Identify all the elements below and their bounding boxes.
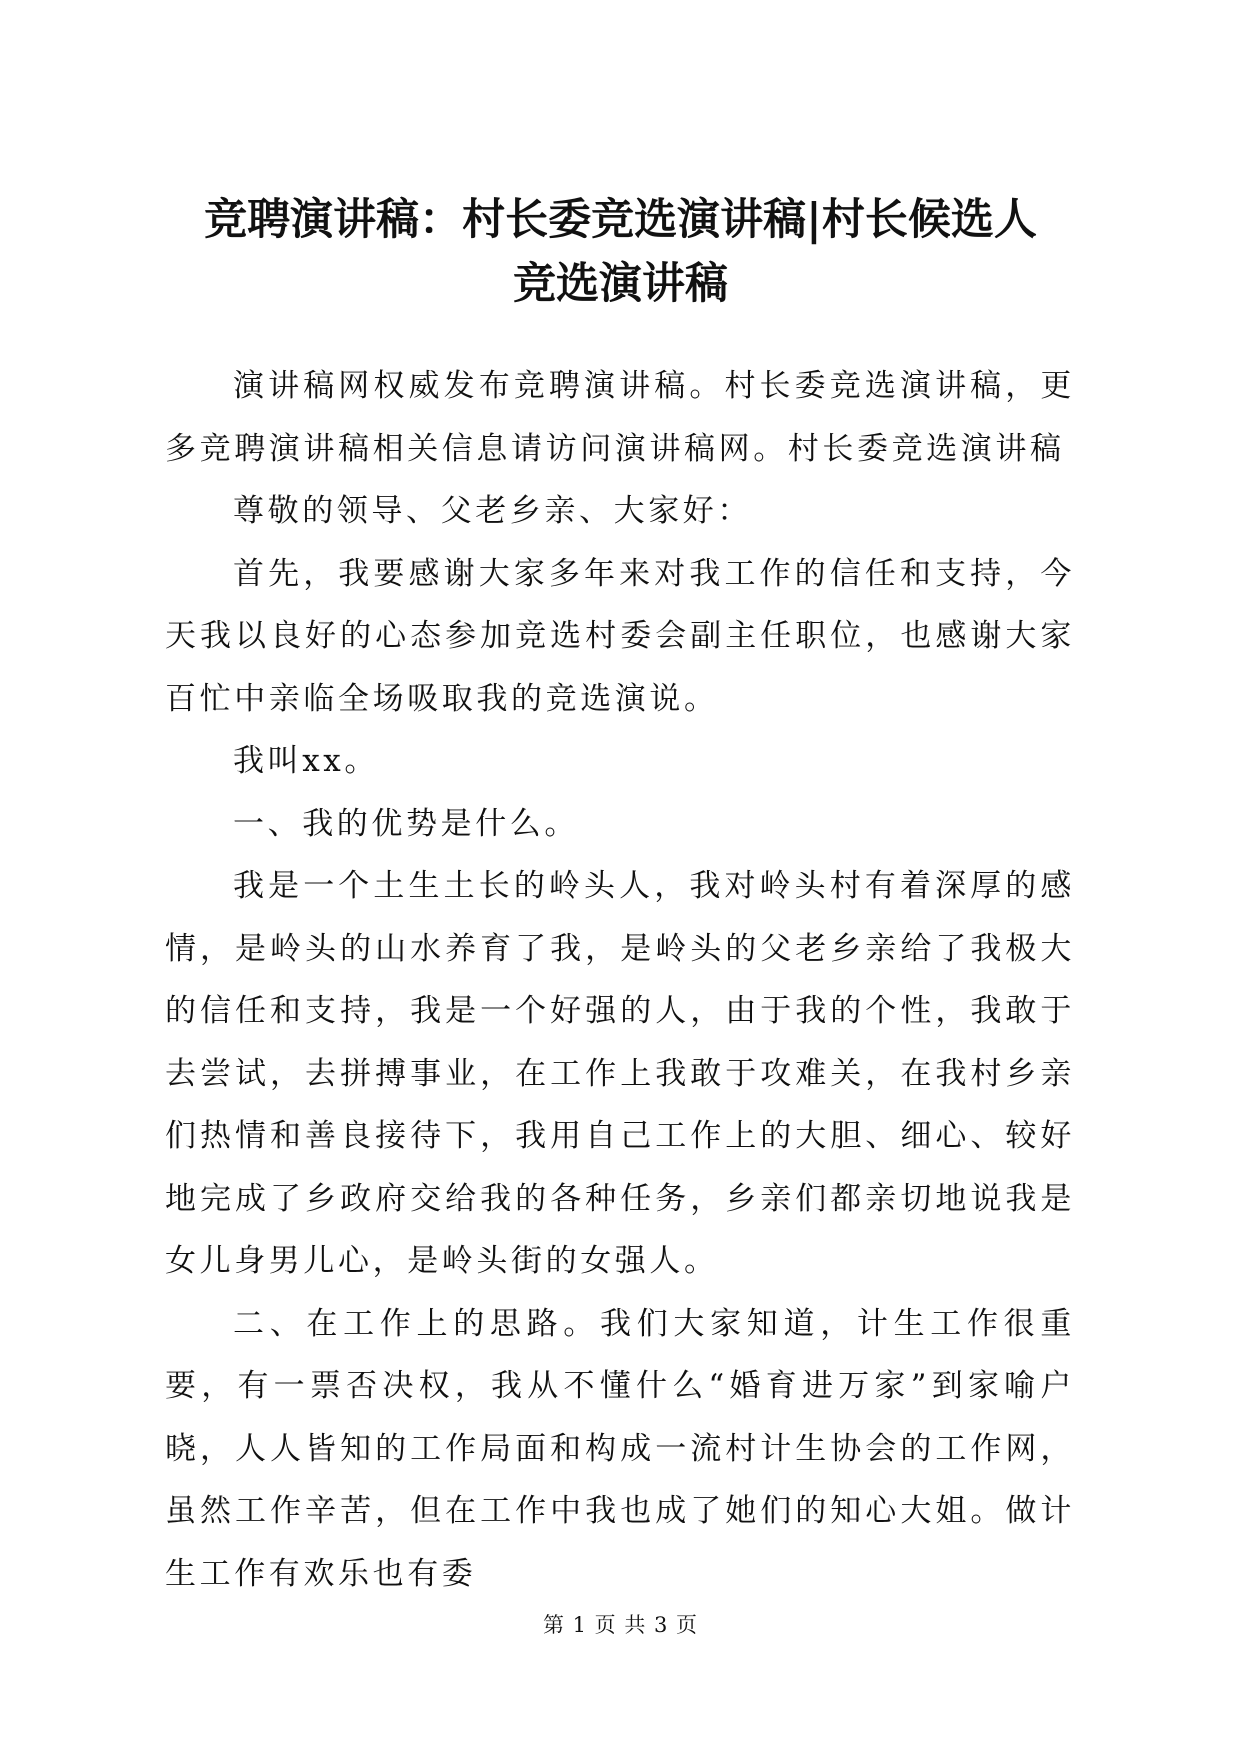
title-line-2: 竞选演讲稿 — [513, 259, 728, 309]
paragraph-section-1-heading: 一、我的优势是什么。 — [233, 805, 579, 842]
paragraph-intro: 演讲稿网权威发布竞聘演讲稿。村长委竞选演讲稿，更多竞聘演讲稿相关信息请访问演讲稿网。村长委竞选演讲稿 — [165, 368, 1075, 467]
page-footer: 第 1 页 共 3 页 — [542, 1613, 699, 1637]
document-body — [165, 355, 1075, 1605]
paragraph-strengths: 我是一个土生土长的岭头人，我对岭头村有着深厚的感情，是岭头的山水养育了我，是岭头的父老乡亲给了我极大的信任和支持，我是一个好强的人，由于我的个性，我敢于去尝试，去拼搏事业，在工作上我敢于攻难关，在我村乡亲们热情和善良接待下，我用自己工作上的大胆、细心、较好地完成了乡政府交给我的各种任务，乡亲们都亲切地说我是女儿身男儿心，是岭头街的女强人。 — [165, 868, 1075, 1279]
paragraph-greeting: 尊敬的领导、父老乡亲、大家好： — [233, 493, 752, 529]
paragraph-thanks: 首先，我要感谢大家多年来对我工作的信任和支持，今天我以良好的心态参加竞选村委会副主任职位，也感谢大家百忙中亲临全场吸取我的竞选演说。 — [165, 555, 1075, 717]
paragraph-name: 我叫xx。 — [233, 743, 379, 779]
title-line-1: 竞聘演讲稿：村长委竞选演讲稿|村长候选人 — [204, 195, 1037, 245]
paragraph-section-2: 二、在工作上的思路。我们大家知道，计生工作很重要，有一票否决权，我从不懂什么“婚育进万家”到家喻户晓，人人皆知的工作局面和构成一流村计生协会的工作网，虽然工作辛苦，但在工作中我也成了她们的知心大姐。做计生工作有欢乐也有委 — [165, 1305, 1075, 1592]
document-title — [150, 188, 1091, 316]
